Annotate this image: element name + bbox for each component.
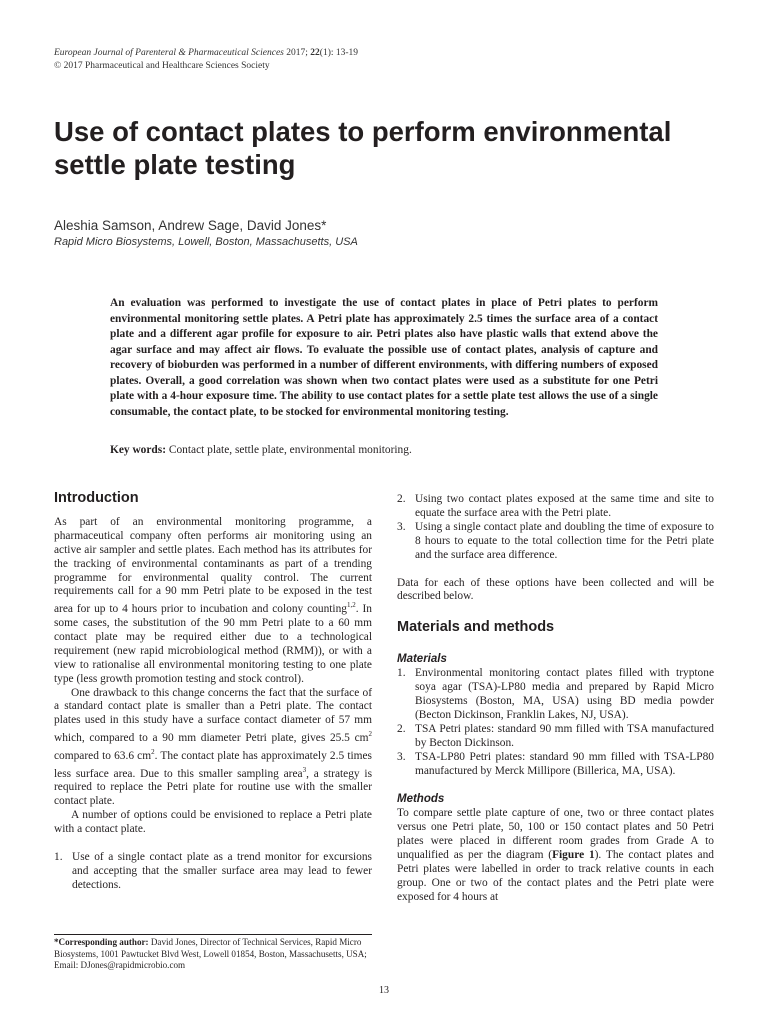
options-closing-paragraph: Data for each of these options have been collected and will be described below. bbox=[397, 576, 714, 603]
footnote-label: *Corresponding author: bbox=[54, 937, 149, 947]
list-item: 1. Environmental monitoring contact plates filled with tryptone soya agar (TSA)-LP80 media and prepared by Rapid Micro Biosystems (Boston, MA, USA) using BD media powder (Becton Dickinson, Franklin Lakes, NJ, USA). bbox=[397, 667, 714, 721]
list-item: 2. TSA Petri plates: standard 90 mm filled with TSA manufactured by Becton Dickinson. bbox=[397, 722, 714, 749]
keywords bbox=[110, 444, 658, 456]
citation-issue-pages: (1): 13-19 bbox=[319, 48, 359, 58]
abstract: An evaluation was performed to investigate the use of contact plates in place of Petri plates to perform environmental monitoring settle plates. A Petri plate has approximately 2.5 times the surface area of a contact plate and a different agar profile for exposure to air. Petri plates also have plastic walls that extend above the agar surface and may affect air flows. To evaluate the possible use of contact plates, analysis of capture and recovery of bioburden was performed in a number of different environments, with differing numbers of exposed plates. Overall, a good correlation was shown when two contact plates were used as a substitute for one Petri plate with a 4-hour exposure time. The ability to use contact plates for a settle plate test allows the use of a single consumable, the contact plate, to be stocked for environmental monitoring testing. bbox=[110, 297, 658, 418]
left-column bbox=[54, 492, 372, 893]
materials-methods-heading: Materials and methods bbox=[397, 619, 555, 636]
citation-ref-3: 3 bbox=[302, 765, 307, 774]
introduction-paragraph-1: As part of an environmental monitoring programme, a pharmaceutical company often performs air monitoring using an active air sampler and settle plates. Each method has its attributes for the tracking of environmental contaminants as part of a trending programme for environmental quality control. The current requirements call for a 90 mm Petri plate to be exposed in the test area for up to 4 hours prior to incubation and colony counting$^{1,2}$. In some cases, the substitution of the 90 mm Petri plate to a 60 mm contact plate may be required either due to a technological requirement (new rapid microbiological method (RMM)), or with a view to rationalise all environmental monitoring testing to one plate type (less growth promotion testing and stock control). bbox=[54, 515, 373, 685]
citation-year: 2017; bbox=[286, 48, 308, 58]
methods-paragraph: To compare settle plate capture of one, two or three contact plates versus one Petri plate, 50, 100 or 150 contact plates and 50 Petri plates were placed in different room grades from Grade A to unqualified as per the diagram (Figure 1). The contact plates and Petri plates were labelled in order to track relative counts in each group. One or two of the contact plates and the Petri plate were exposed for 4 hours at bbox=[397, 807, 714, 903]
list-item: 3. Using a single contact plate and doubling the time of exposure to 8 hours to equate to the total collection time for the Petri plate and the surface area difference. bbox=[397, 520, 714, 561]
list-item: 2. Using two contact plates exposed at the same time and site to equate the surface area with the Petri plate. bbox=[397, 493, 714, 519]
author-affiliation: Rapid Micro Biosystems, Lowell, Boston, Massachusetts, USA bbox=[54, 236, 358, 248]
journal-citation bbox=[54, 47, 358, 60]
footnote-divider bbox=[54, 934, 372, 935]
journal-header bbox=[54, 47, 358, 73]
introduction-paragraph-3: A number of options could be envisioned to replace a Petri plate with a contact plate. bbox=[54, 809, 372, 836]
methods-subheading: Methods bbox=[397, 793, 445, 806]
introduction-paragraph-2: One drawback to this change concerns the fact that the surface of a standard contact plate is smaller than a Petri plate. The contact plates used in this study have a surface contact diameter of 57 mm which, compared to a 90 mm diameter Petri plate, gives 25.5 $cm^2$ compared to 63.6 $cm^2$. The contact plate has approximately 2.5 times less surface area. Due to this smaller sampling area$^3$, a strategy is required to replace the Petri plate for routine use with the smaller contact plate. bbox=[54, 686, 372, 808]
corresponding-author-footnote bbox=[54, 937, 372, 972]
page-number: 13 bbox=[379, 985, 389, 996]
list-item: 1. Use of a single contact plate as a trend monitor for excursions and accepting that the smaller surface area may lead to fewer detections. bbox=[54, 851, 372, 891]
author-list: Aleshia Samson, Andrew Sage, David Jones* bbox=[54, 218, 327, 233]
options-list-right bbox=[397, 493, 714, 563]
introduction-heading: Introduction bbox=[54, 490, 139, 506]
journal-name: European Journal of Parenteral & Pharmaceutical Sciences bbox=[54, 48, 284, 58]
footnote-text: David Jones, Director of Technical Services, Rapid Micro Biosystems, 1001 Pawtucket Blvd West, Lowell 01854, Boston, Massachusetts, USA; Email: DJones@rapidmicrobio.com bbox=[54, 937, 367, 970]
options-list-left bbox=[54, 851, 372, 893]
figure-1-reference: Figure 1 bbox=[552, 849, 595, 862]
right-column bbox=[397, 493, 714, 905]
list-item: 3. TSA-LP80 Petri plates: standard 90 mm filled with TSA-LP80 manufactured by Merck Millipore (Billerica, MA, USA). bbox=[397, 750, 714, 777]
materials-subheading: Materials bbox=[397, 653, 447, 666]
citation-volume: 22 bbox=[310, 48, 320, 58]
copyright-line: © 2017 Pharmaceutical and Healthcare Sciences Society bbox=[54, 61, 270, 71]
keywords-text: Contact plate, settle plate, environmental monitoring. bbox=[168, 444, 412, 456]
citation-ref-1-2: 1,2 bbox=[347, 601, 356, 610]
keywords-label: Key words: bbox=[110, 444, 166, 456]
article-title: Use of contact plates to perform environmental settle plate testing bbox=[54, 116, 672, 180]
materials-list bbox=[397, 667, 714, 778]
